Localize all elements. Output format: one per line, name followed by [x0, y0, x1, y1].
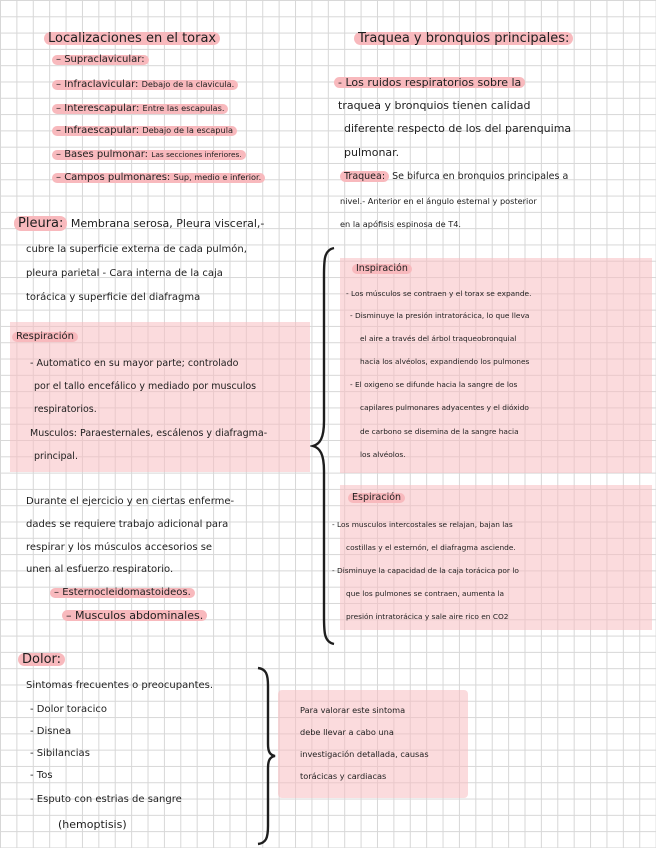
loc-item-label: Supraclavicular: — [64, 54, 145, 65]
ejercicio-line: Durante el ejercicio y en ciertas enferme- — [26, 496, 235, 507]
loc-item-label: Interescapular: — [64, 103, 140, 114]
pleura-line: torácica y superficie del diafragma — [26, 292, 201, 303]
inspiracion-line: - Disminuye la presión intratorácica, lo que lleva — [350, 311, 530, 320]
inspiracion-line: - El oxigeno se difunde hacia la sangre de los — [350, 380, 518, 389]
loc-item: – Interescapular: Entre las escapulas. — [52, 104, 228, 114]
ejercicio-line: dades se requiere trabajo adicional para — [26, 519, 229, 530]
pleura-section — [0, 205, 320, 315]
ejercicio-item-text: Musculos abdominales. — [75, 609, 204, 622]
curly-brace-icon — [254, 666, 278, 846]
traquea-detail — [340, 172, 568, 182]
dolor-item: (hemoptisis) — [58, 818, 127, 831]
ejercicio-item-text: Esternocleidomastoideos. — [62, 587, 191, 598]
loc-item: – Infraclavicular: Debajo de la clavicula. — [52, 80, 238, 90]
respiracion-line: respiratorios. — [34, 404, 97, 415]
respiracion-title: Respiración — [12, 332, 78, 342]
traquea-label: Traquea: — [340, 171, 389, 182]
traquea-line: - Los ruidos respiratorios sobre la — [334, 77, 525, 88]
inspiracion-line: capilares pulmonares adyacentes y el dióxido — [360, 403, 529, 412]
ejercicio-line: respirar y los músculos accesorios se — [26, 542, 213, 553]
dolor-item: - Sibilancias — [30, 748, 90, 759]
localizaciones-section — [0, 0, 330, 200]
localizaciones-title: Localizaciones en el torax — [44, 32, 220, 45]
dolor-note-line: investigación detallada, causas — [300, 749, 429, 759]
pleura-line — [14, 217, 264, 230]
dolor-item: - Esputo con estrias de sangre — [30, 794, 182, 805]
espiracion-title: Espiración — [348, 493, 405, 503]
dolor-title: Dolor: — [18, 653, 65, 666]
inspiracion-line: hacia los alvéolos, expandiendo los pulmones — [360, 357, 530, 366]
curly-brace-icon — [310, 246, 340, 646]
ejercicio-section — [0, 485, 320, 635]
loc-item-label: Infraclavicular: — [64, 79, 139, 90]
espiracion-line: - Disminuye la capacidad de la caja torácica por lo — [332, 566, 519, 575]
dolor-subtitle: Sintomas frecuentes o preocupantes. — [26, 680, 214, 691]
pleura-line: cubre la superficie externa de cada pulmón, — [26, 244, 247, 255]
dolor-note-line: torácicas y cardiacas — [300, 771, 387, 781]
traquea-line: diferente respecto de los del parenquima — [344, 122, 572, 135]
dolor-note — [278, 690, 468, 798]
loc-item-label: Campos pulmonares: — [64, 172, 171, 183]
dolor-item: - Tos — [30, 770, 53, 781]
loc-item-text: Entre las escapulas. — [142, 103, 225, 113]
traquea-line: en la apófisis espinosa de T4. — [340, 219, 462, 229]
loc-item-text: Sup, medio e inferior. — [173, 172, 262, 182]
dolor-note-line: debe llevar a cabo una — [300, 727, 394, 737]
dolor-section — [0, 645, 280, 848]
loc-item-label: Infraescapular: — [64, 125, 140, 136]
traquea-line: pulmonar. — [344, 146, 400, 159]
loc-item-label: Bases pulmonar: — [64, 149, 149, 160]
dolor-item: - Dolor toracico — [30, 704, 107, 715]
inspiracion-line: de carbono se disemina de la sangre hacia — [360, 427, 519, 436]
respiracion-line: Musculos: Paraesternales, escálenos y diafragma- — [30, 428, 268, 439]
espiracion-section — [332, 485, 652, 630]
loc-item: – Supraclavicular: — [52, 55, 149, 65]
dolor-note-line: Para valorar este sintoma — [300, 705, 406, 715]
traquea-text: Se bifurca en bronquios principales a — [392, 171, 569, 182]
espiracion-line: costillas y el esternón, el diafragma asciende. — [346, 543, 516, 552]
respiracion-section — [10, 322, 310, 472]
traquea-line: traquea y bronquios tienen calidad — [338, 99, 531, 112]
loc-item-text: Las secciones inferiores. — [151, 150, 242, 159]
espiracion-line: - Los musculos intercostales se relajan, bajan las — [332, 520, 513, 529]
inspiracion-line: el aire a través del árbol traqueobronquial — [360, 334, 517, 343]
loc-item-text: Debajo de la escapula — [142, 125, 233, 135]
loc-item: – Infraescapular: Debajo de la escapula — [52, 126, 237, 136]
inspiracion-title: Inspiración — [352, 264, 412, 274]
respiracion-line: por el tallo encefálico y mediado por musculos — [34, 381, 257, 392]
pleura-label: Pleura: — [14, 216, 67, 231]
inspiracion-line: - Los músculos se contraen y el torax se expande. — [346, 289, 532, 298]
espiracion-line: que los pulmones se contraen, aumenta la — [346, 589, 505, 598]
ejercicio-item: – Musculos abdominales. — [62, 610, 207, 621]
traquea-title: Traquea y bronquios principales: — [354, 32, 573, 45]
espiracion-line: presión intratorácica y sale aire rico en CO2 — [346, 612, 509, 621]
ejercicio-line: unen al esfuerzo respiratorio. — [26, 564, 174, 575]
loc-item: – Campos pulmonares: Sup, medio e inferior. — [52, 173, 265, 183]
traquea-line: nivel.- Anterior en el ángulo esternal y posterior — [340, 196, 537, 206]
traquea-section — [330, 0, 656, 240]
loc-item: – Bases pulmonar: Las secciones inferiores. — [52, 150, 246, 160]
loc-item-text: Debajo de la clavicula. — [141, 79, 235, 89]
dolor-item: - Disnea — [30, 726, 72, 737]
pleura-line: pleura parietal - Cara interna de la caja — [26, 268, 223, 279]
inspiracion-line: los alvéolos. — [360, 450, 406, 459]
respiracion-line: principal. — [34, 451, 78, 462]
inspiracion-section — [340, 258, 652, 473]
ejercicio-item: – Esternocleidomastoideos. — [50, 588, 195, 598]
respiracion-line: - Automatico en su mayor parte; controlado — [30, 358, 239, 369]
pleura-text: Membrana serosa, Pleura visceral,- — [70, 217, 265, 230]
